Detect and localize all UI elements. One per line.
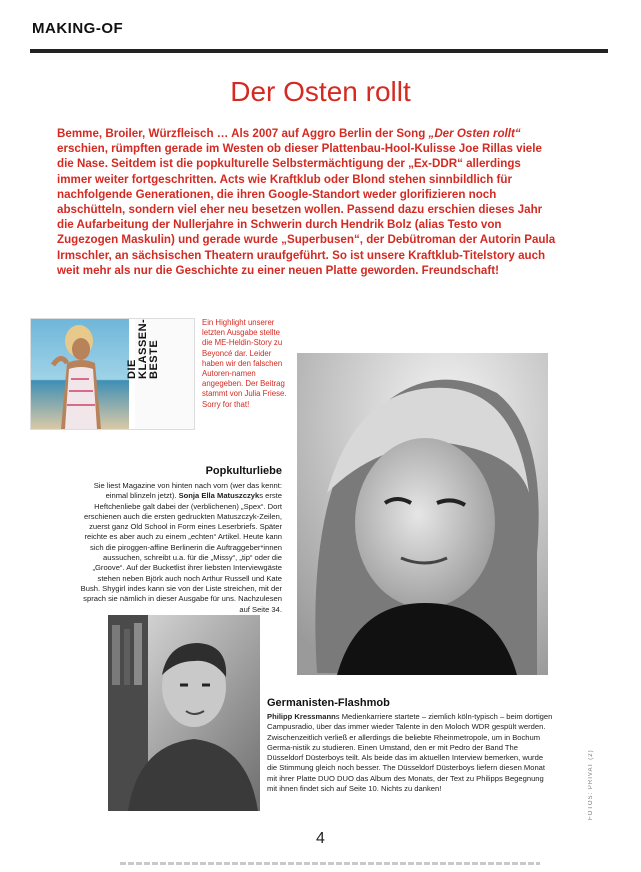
magazine-spread-image bbox=[30, 318, 195, 430]
section-label: MAKING-OF bbox=[32, 20, 124, 37]
page-number: 4 bbox=[316, 830, 325, 847]
box2-author-name: Philipp Kressmann bbox=[267, 712, 336, 721]
magazine-title-page bbox=[126, 318, 194, 429]
lead-text-end: erschien, rümpften gerade im Westen ob dieser Plattenbau-Hool-Kulisse Joe Rillas viele die Nase. Seitdem ist die popkulturelle Selbstermächtigung der „Ex-DDR“ allerdings immer weiter fortgeschritten. Acts wie Kraftklub oder Blond stehen sinnbildlich für nachfolgende Generationen, die ihren Google-Standort weder glorifizieren noch abschütteln, sondern viel eher neu besetzen wollen. Passend dazu erschien dieses Jahr die Aufarbeitung der Nullerjahre in Schwerin durch Hendrik Bolz (alias Testo von Zugezogen Maskulin) und gerade wurde „Superbusen“, der Debütroman der Autorin Paula Irmschler, an sächsischen Theatern uraufgeführt. So ist unsere Kraftklub-Titelstory auch weit mehr als nur die Geschichte zu einer neuen Platte geworden. Freundschaft! bbox=[57, 142, 556, 277]
box2-title: Germanisten-Flashmob bbox=[267, 697, 390, 709]
lead-text-start: Bemme, Broiler, Würzfleisch … Als 2007 auf Aggro Berlin der Song bbox=[57, 127, 429, 140]
headline: Der Osten rollt bbox=[230, 76, 411, 107]
box1-title: Popkulturliebe bbox=[205, 465, 282, 477]
box1-author-name: Sonja Ella Matuszczyk bbox=[178, 491, 260, 501]
song-title: „Der Osten rollt“ bbox=[428, 127, 521, 140]
box1-text-start: Sie liest Magazine von hinten nach vorn (wer das kennt: einmal blinzeln jetzt). bbox=[93, 481, 282, 501]
magazine-cover-text: DIE KLASSEN- BESTE bbox=[126, 318, 160, 379]
photo-credit: FOTOS: PRIVAT (2) bbox=[588, 749, 594, 820]
highlight-caption: Ein Highlight unserer letzten Ausgabe stellte die ME-Heldin-Story zu Beyoncé dar. Leider haben wir den falschen Autoren-namen angegeben. Der Beitrag stammt von Julia Friese. Sorry for that! bbox=[202, 318, 287, 409]
beyonce-photo bbox=[31, 319, 129, 429]
box1-text-end: s erste Heftchenliebe galt dabei der (verblichenen) „Spex“. Dort erschienen auch die ersten gedruckten Matuszczyk-Zeilen, zuerst ganz Old School in Form eines Leserbriefs. Später reichte es aber auch zu einem „echten“ Artikel. Heute kann sich die piroggen-affine Berlinerin die Auftraggeber*innen aussuchen, schreibt u.a. für die „Missy“, „tip“ oder die „Groove“. Auf der Bucketlist ihrer liebsten Interviewgäste stehen neben Björk auch noch Arthur Russell und Kate Bush. Shygirl indes kann sie von der Liste streichen, mit der sprach sie nämlich in dieser Ausgabe für uns. Nachzulesen auf Seite 34. bbox=[80, 491, 282, 614]
portrait-philipp-photo bbox=[108, 615, 260, 811]
box1-text bbox=[80, 481, 282, 615]
portrait-sonja-photo bbox=[297, 353, 548, 675]
lead-paragraph bbox=[57, 126, 557, 278]
box2-text bbox=[267, 712, 553, 794]
box2-text-body: s Medienkarriere startete – ziemlich köln-typisch – beim dortigen Campusradio, über das immer wieder Talente in den Moloch WDR gespült werden. Zwischenzeitlich verließ er allerdings die beliebte Rheinmetropole, um in Bochum Germa-nistik zu studieren. Einen Umstand, den er mit Pedro der Band The Düsseldorf Düsterboys teilt. Als beide das im aktuellen Interview bemerken, wurde die Stimmung gleich noch besser. The Düsseldorf Düsterboys liefern diesen Monat mit ihrer Platte DUO DUO das Album des Monats, der Text zu Philipps Begegnung mit ihnen findet sich auf Seite 10. Nichts zu danken! bbox=[267, 712, 553, 794]
header-rule bbox=[30, 49, 608, 53]
imprint-line bbox=[120, 862, 540, 865]
